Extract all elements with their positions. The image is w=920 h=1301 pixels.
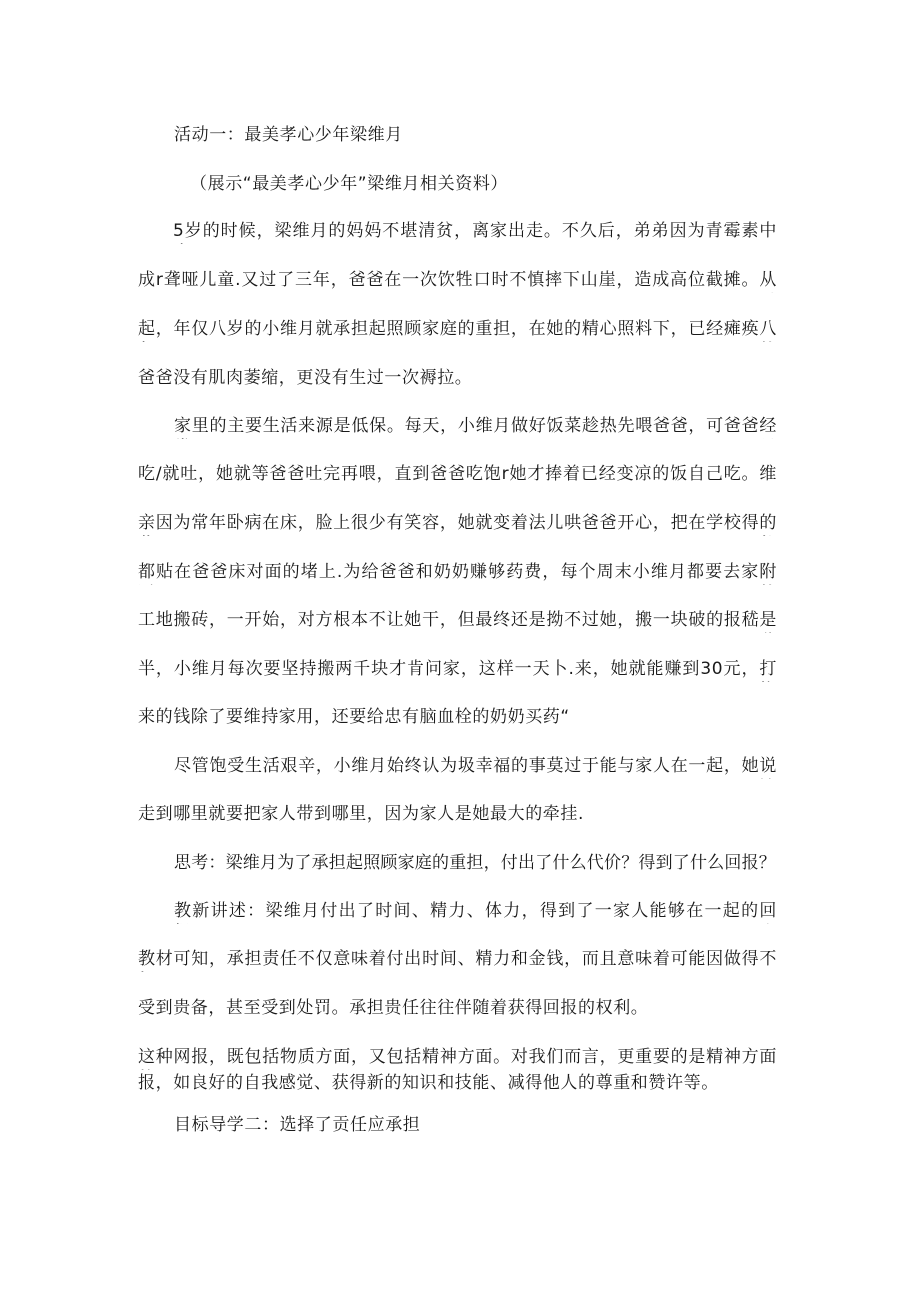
para2-line: 都贴在爸爸床对面的堵上.为给爸爸和奶奶赚够药费，每个周末小维月都要去家附	[138, 562, 777, 582]
question: 思考：梁维月为了承担起照顾家庭的重担，付出了什么代价？得到了什么回报？	[174, 853, 776, 873]
teaching-line: 教材可知，承担责任不仅意味着付出时间、精力和金钱，而且意味着可能因做得不	[138, 949, 777, 969]
para1-line: 起，年仅八岁的小维月就承担起照顾家庭的重担，在她的精心照料下，已经瘫痪八	[138, 319, 777, 339]
para2-line: 工地搬砖，一开始，对方根本不让她干，但最终还是拗不过她，搬一块破的报嵇是	[138, 610, 777, 630]
show-note: （展示“最美孝心少年”梁维月相关资料）	[190, 174, 509, 194]
para3-line: 走到哪里就要把家人带到哪里，因为家人是她最大的牵挂.	[138, 804, 585, 824]
para3-line: 尽管饱受生活艰辛，小维月始终认为圾幸福的事莫过于能与家人在一起，她说	[174, 756, 777, 776]
para2-line: 吃/就吐，她就等爸爸吐完再喂，直到爸爸吃饱r她才捧着已经变凉的饭自己吃。维	[138, 464, 777, 484]
para2-line: 来的钱除了要维持家用，还要给忠有脑血栓的奶奶买药“	[138, 707, 570, 727]
activity-title: 活动一：最美孝心少年梁维月	[174, 125, 403, 145]
para1-line: 5岁的时候，梁维月的妈妈不堪清贫，离家出走。不久后，弟弟因为青霉素中	[173, 221, 777, 241]
return-line: 报，如良好的自我感觉、获得新的知识和技能、减得他人的尊重和赞许等。	[138, 1073, 719, 1093]
para1-line: 爸爸没有肌肉萎缩，更没有生过一次褥拉。	[138, 368, 473, 388]
para1-line: 成r聋哑儿童.又过了三年，爸爸在一次饮牲口时不慎摔下山崖，造成高位截摊。从	[138, 270, 777, 290]
para2-line: 家里的主要生活来源是低保。每天，小维月做好饭菜趁热先喂爸爸，可爸爸经	[174, 416, 777, 436]
return-line: 这种网报，既包括物质方面，又包括精神方面。对我们而言，更重要的是精神方面	[138, 1047, 777, 1067]
teaching-line: 教新讲述：梁维月付出了时间、精力、体力，得到了一家人能够在一起的回	[174, 901, 777, 921]
para2-line: 亲因为常年卧病在床，脸上很少有笑容，她就变着法儿哄爸爸开心，把在学校得的	[138, 513, 777, 533]
para2-line: 半，小维月每次要坚持搬两千块才肯问家，这样一天卜.来，她就能赚到30元，打	[138, 659, 777, 679]
teaching-line: 受到贵备，甚至受到处罚。承担贵任往往伴随着获得回报的权利。	[138, 998, 649, 1018]
goal-title: 目标导学二：选择了贡任应承担	[174, 1115, 421, 1135]
